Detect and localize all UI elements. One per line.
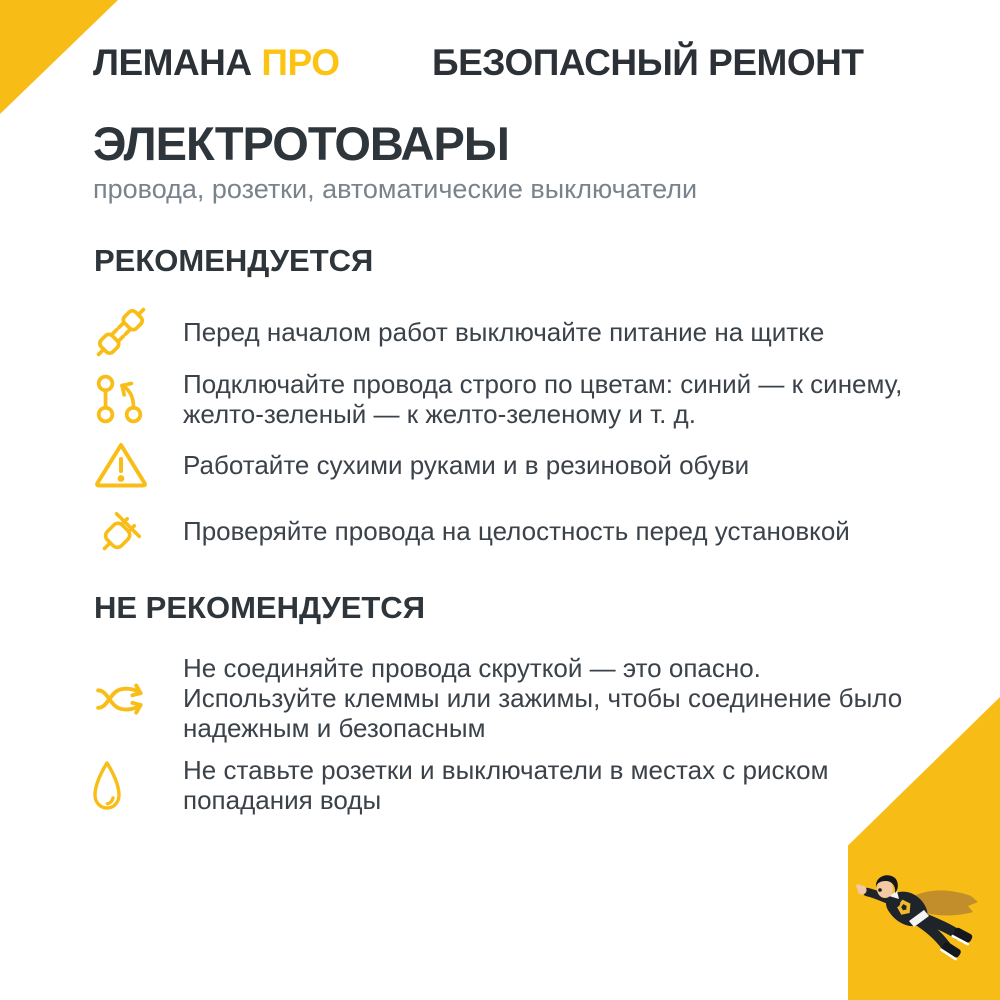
- water-drop-icon: [92, 759, 156, 811]
- text-line: надежным и безопасным: [183, 713, 486, 743]
- text-line: Используйте клеммы или зажимы, чтобы соединение было: [183, 683, 903, 713]
- list-item-dry-hands: [92, 439, 749, 491]
- brand-logo: [93, 42, 339, 84]
- twisted-wires-shuffle-icon: [92, 673, 156, 723]
- brand-logo-primary: ЛЕМАНА: [93, 42, 252, 83]
- list-item-power-off: [92, 303, 824, 361]
- power-plug-icon: [92, 501, 156, 561]
- text-line: желто-зеленый — к желто-зеленому и т. д.: [183, 399, 696, 429]
- list-item-text: [183, 755, 829, 815]
- category-subtitle: провода, розетки, автоматические выключатели: [93, 174, 698, 204]
- text-line: Проверяйте провода на целостность перед установкой: [183, 516, 850, 546]
- mascot-superhero-illustration: [852, 862, 984, 974]
- list-item-text: [183, 450, 749, 480]
- list-item-no-twisting: [92, 653, 902, 743]
- unplugged-plugs-icon: [92, 303, 156, 361]
- text-line: Работайте сухими руками и в резиновой обуви: [183, 450, 750, 480]
- list-item-text: [183, 369, 902, 429]
- brand-logo-secondary: ПРО: [261, 42, 340, 83]
- list-item-text: [183, 516, 850, 546]
- text-line: Не ставьте розетки и выключатели в местах с риском: [183, 755, 829, 785]
- list-item-wire-colors: [92, 369, 902, 429]
- list-item-no-water: [92, 755, 829, 815]
- list-item-check-wires: [92, 501, 850, 561]
- poster-title: БЕЗОПАСНЫЙ РЕМОНТ: [432, 42, 864, 83]
- warning-triangle-icon: [92, 439, 156, 491]
- text-line: попадания воды: [183, 785, 382, 815]
- text-line: Подключайте провода строго по цветам: синий — к синему,: [183, 369, 903, 399]
- list-item-text: [183, 317, 824, 347]
- wire-colors-branch-icon: [92, 370, 156, 428]
- list-item-text: [183, 653, 902, 743]
- recommended-heading: РЕКОМЕНДУЕТСЯ: [94, 243, 374, 278]
- category-title: ЭЛЕКТРОТОВАРЫ: [93, 117, 509, 170]
- text-line: Не соединяйте провода скруткой — это опасно.: [183, 653, 761, 683]
- not-recommended-heading: НЕ РЕКОМЕНДУЕТСЯ: [94, 590, 425, 625]
- text-line: Перед началом работ выключайте питание на щитке: [183, 317, 825, 347]
